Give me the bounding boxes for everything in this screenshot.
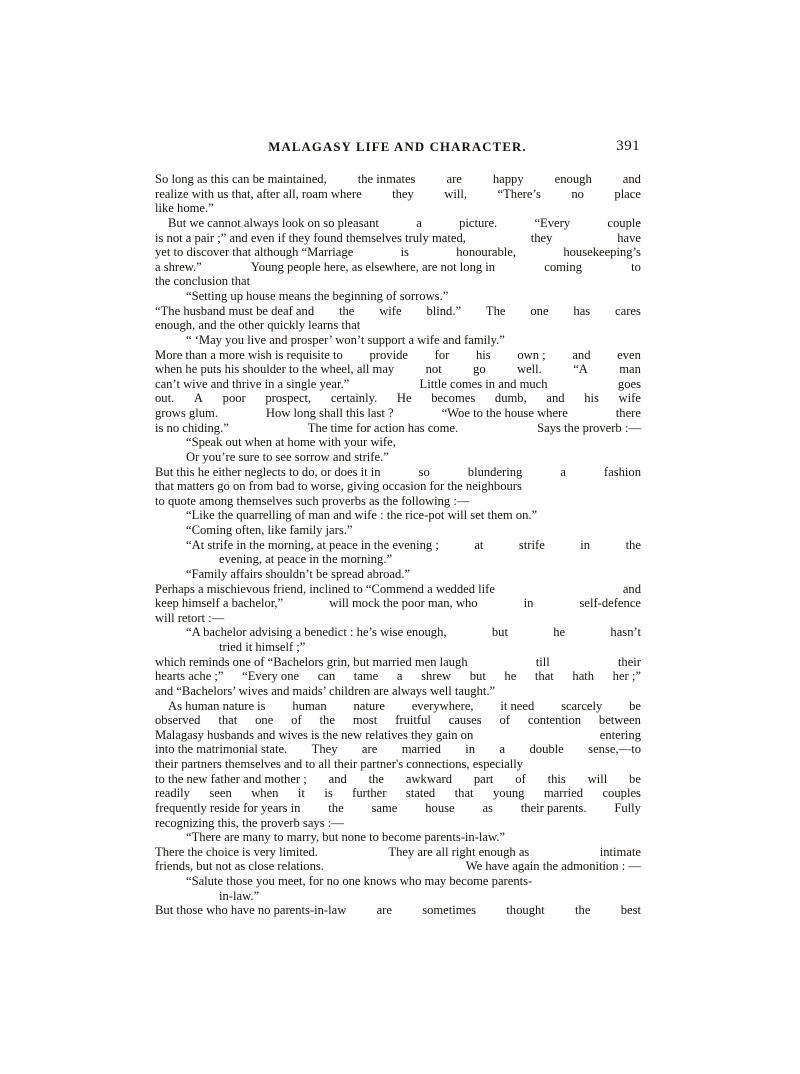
text-run: own ; bbox=[517, 347, 546, 362]
text-run: friends, but not as close relations. bbox=[155, 859, 324, 874]
text-run: well. bbox=[517, 362, 542, 377]
text-run: in bbox=[523, 596, 534, 611]
text-run: As human nature is bbox=[168, 698, 266, 713]
text-run: and bbox=[546, 391, 565, 406]
text-run: entering bbox=[599, 727, 641, 742]
text-line: will retort :— bbox=[155, 610, 225, 625]
text-run: married bbox=[401, 742, 441, 757]
text-line bbox=[155, 231, 641, 246]
text-run: They bbox=[311, 742, 338, 757]
text-run: He bbox=[396, 391, 412, 406]
text-run: it bbox=[297, 786, 305, 801]
text-run: married bbox=[543, 786, 584, 801]
text-line bbox=[155, 216, 641, 231]
text-line bbox=[155, 669, 641, 684]
text-run: double bbox=[529, 742, 564, 757]
text-run: are bbox=[376, 903, 392, 918]
text-run: a bbox=[416, 215, 422, 230]
text-run: so bbox=[418, 464, 430, 479]
text-run: till bbox=[535, 654, 550, 669]
body-text-block bbox=[155, 172, 641, 918]
text-run: wife bbox=[379, 303, 402, 318]
text-run: they bbox=[392, 186, 414, 201]
text-line: evening, at peace in the morning.” bbox=[219, 552, 393, 567]
text-run: a bbox=[560, 464, 566, 479]
text-run: housekeeping’s bbox=[563, 245, 641, 260]
text-run: into the matrimonial state. bbox=[155, 742, 288, 757]
text-run: But we cannot always look on so pleasant bbox=[168, 215, 379, 230]
text-run: the inmates bbox=[357, 172, 416, 186]
text-run: that bbox=[454, 786, 474, 801]
text-run: So long as this can be maintained, bbox=[155, 172, 327, 186]
text-line bbox=[155, 801, 641, 816]
text-run: has bbox=[573, 303, 591, 318]
text-run: have bbox=[617, 230, 641, 245]
text-run: the bbox=[319, 713, 335, 728]
text-run: is not a pair ;” and even if they found themselves truly mated, bbox=[155, 230, 466, 245]
text-run: he bbox=[504, 669, 517, 684]
text-run: seen bbox=[209, 786, 232, 801]
text-line bbox=[155, 406, 641, 421]
text-line: Or you’re sure to see sorrow and strife.” bbox=[186, 449, 389, 464]
text-run: The bbox=[485, 303, 506, 318]
text-run: best bbox=[620, 903, 641, 918]
text-run: the bbox=[575, 903, 591, 918]
text-run: Young people here, as elsewhere, are not long in bbox=[250, 259, 496, 274]
text-run: keep himself a bachelor,” bbox=[155, 596, 284, 611]
text-run: her ;” bbox=[612, 669, 641, 684]
text-line bbox=[155, 742, 641, 757]
text-run: human bbox=[292, 698, 327, 713]
text-run: and bbox=[622, 172, 641, 186]
text-run: the bbox=[328, 800, 344, 815]
text-run: “Every one bbox=[242, 669, 300, 684]
text-run: nature bbox=[353, 698, 385, 713]
text-run: go bbox=[473, 362, 486, 377]
text-run: no bbox=[571, 186, 584, 201]
text-run: as bbox=[482, 800, 493, 815]
text-line bbox=[155, 348, 641, 363]
text-line: “Like the quarrelling of man and wife : the rice-pot will set them on.” bbox=[186, 508, 538, 523]
text-run: but bbox=[491, 625, 508, 640]
text-run: one bbox=[255, 713, 274, 728]
text-run: “The husband must be deaf and bbox=[155, 303, 315, 318]
text-run: “Woe to the house where bbox=[441, 406, 568, 420]
text-line: “Setting up house means the beginning of sorrows.” bbox=[186, 289, 449, 303]
text-run: can bbox=[317, 669, 336, 684]
text-run: a bbox=[396, 669, 403, 684]
text-run: honourable, bbox=[456, 245, 517, 260]
text-run: sometimes bbox=[422, 903, 477, 918]
text-line bbox=[155, 903, 641, 918]
text-run: will mock the poor man, who bbox=[329, 596, 478, 611]
text-run: there bbox=[615, 406, 641, 420]
text-run: dumb, bbox=[494, 391, 527, 406]
text-run: be bbox=[629, 771, 641, 786]
text-line bbox=[155, 713, 641, 728]
text-run: man bbox=[619, 362, 641, 377]
text-run: for bbox=[434, 347, 450, 362]
text-run: in bbox=[580, 537, 591, 552]
text-run: Little comes in and much bbox=[419, 376, 548, 391]
text-run: the bbox=[368, 771, 385, 786]
text-run: grows glum. bbox=[155, 406, 218, 420]
text-run: readily bbox=[155, 786, 190, 801]
text-run: “A bachelor advising a benedict : he’s wise enough, bbox=[186, 625, 447, 640]
text-run: tame bbox=[353, 669, 379, 684]
text-line bbox=[155, 465, 641, 480]
text-run: to bbox=[631, 259, 641, 274]
text-line bbox=[155, 728, 641, 743]
text-line bbox=[155, 538, 641, 553]
text-run: frequently reside for years in bbox=[155, 800, 301, 815]
text-line bbox=[155, 699, 641, 714]
text-run: fashion bbox=[603, 464, 641, 479]
text-line bbox=[155, 391, 641, 406]
text-run: is no chiding.” bbox=[155, 420, 229, 435]
text-run: are bbox=[446, 172, 462, 186]
text-run: of bbox=[291, 713, 302, 728]
text-run: to the new father and mother ; bbox=[155, 771, 307, 786]
text-line bbox=[155, 304, 641, 319]
text-run: is bbox=[400, 245, 409, 260]
text-run: his bbox=[584, 391, 599, 406]
text-run: But this he either neglects to do, or does it in bbox=[155, 464, 381, 479]
text-run: Fully bbox=[614, 800, 641, 815]
text-line: recognizing this, the proverb says :— bbox=[155, 815, 344, 830]
text-run: of bbox=[499, 713, 510, 728]
text-line bbox=[155, 377, 641, 392]
text-run: contention bbox=[527, 713, 582, 728]
text-run: fruitful bbox=[395, 713, 431, 728]
text-run: young bbox=[492, 786, 525, 801]
text-run: thought bbox=[506, 903, 545, 918]
text-run: part bbox=[473, 771, 494, 786]
text-line bbox=[155, 596, 641, 611]
text-line bbox=[155, 786, 641, 801]
text-line: “Family affairs shouldn’t be spread abroad.” bbox=[186, 566, 411, 581]
text-run: the bbox=[338, 303, 355, 318]
text-run: “Every bbox=[534, 215, 571, 230]
text-run: that bbox=[218, 713, 238, 728]
text-run: a bbox=[499, 742, 506, 757]
text-run: couple bbox=[607, 215, 641, 230]
text-run: a shrew.” bbox=[155, 259, 202, 274]
text-line bbox=[155, 859, 641, 874]
text-run: which reminds one of “Bachelors grin, but married men laugh bbox=[155, 654, 468, 669]
text-run: There the choice is very limited. bbox=[155, 844, 318, 859]
text-run: and bbox=[622, 581, 641, 596]
text-run: observed bbox=[155, 713, 201, 728]
text-run: between bbox=[598, 713, 641, 728]
text-run: intimate bbox=[599, 844, 641, 859]
text-line: enough, and the other quickly learns that bbox=[155, 318, 361, 333]
text-run: it need bbox=[500, 698, 535, 713]
text-run: Perhaps a mischievous friend, inclined to “Commend a wedded life bbox=[155, 581, 495, 596]
text-run: be bbox=[629, 698, 641, 713]
text-line: “Coming often, like family jars.” bbox=[186, 523, 353, 537]
text-run: wife bbox=[618, 391, 641, 406]
text-run: their bbox=[617, 654, 641, 669]
text-run: sense,—to bbox=[588, 742, 641, 757]
text-line: their partners themselves and to all their partner's connections, especially bbox=[155, 757, 524, 771]
text-line: “ ‘May you live and prosper’ won’t support a wife and family.” bbox=[186, 332, 505, 347]
text-run: will, bbox=[444, 186, 468, 201]
text-run: awkward bbox=[405, 771, 453, 786]
text-line bbox=[155, 655, 641, 670]
text-run: self-defence bbox=[579, 596, 641, 611]
text-line: that matters go on from bad to worse, giving occasion for the neighbours bbox=[155, 479, 522, 494]
text-line: “Speak out when at home with your wife, bbox=[186, 435, 396, 450]
text-line bbox=[155, 845, 641, 860]
text-run: goes bbox=[617, 376, 641, 391]
text-run: causes bbox=[448, 713, 482, 728]
text-run: he bbox=[553, 625, 566, 640]
text-line: “Salute those you meet, for no one knows who may become parents- bbox=[186, 874, 533, 888]
text-run: realize with us that, after all, roam where bbox=[155, 186, 362, 201]
text-run: house bbox=[425, 800, 455, 815]
text-line bbox=[155, 625, 641, 640]
text-run: prospect, bbox=[265, 391, 312, 406]
text-run: their parents. bbox=[520, 800, 587, 815]
text-line: tried it himself ;” bbox=[219, 640, 306, 654]
text-run: Malagasy husbands and wives is the new relatives they gain on bbox=[155, 727, 474, 742]
text-run: this bbox=[547, 771, 566, 786]
text-run: at bbox=[474, 537, 484, 552]
text-run: everywhere, bbox=[411, 698, 474, 713]
text-run: A bbox=[193, 391, 203, 406]
text-run: are bbox=[361, 742, 378, 757]
text-run: picture. bbox=[459, 215, 498, 230]
text-run: even bbox=[617, 347, 641, 362]
text-run: shrew bbox=[421, 669, 452, 684]
text-run: scarcely bbox=[561, 698, 603, 713]
text-run: and bbox=[572, 347, 591, 362]
running-head bbox=[155, 140, 640, 160]
text-line: like home.” bbox=[155, 201, 214, 216]
text-run: but bbox=[469, 669, 486, 684]
text-run: is bbox=[324, 786, 333, 801]
text-run: “A bbox=[573, 362, 588, 377]
text-run: More than a more wish is requisite to bbox=[155, 347, 343, 362]
text-run: can’t wive and thrive in a single year.” bbox=[155, 376, 350, 391]
text-run: How long shall this last ? bbox=[265, 406, 394, 420]
text-run: “At strife in the morning, at peace in the evening ; bbox=[186, 537, 439, 552]
text-run: further bbox=[352, 786, 387, 801]
text-run: same bbox=[371, 800, 398, 815]
text-line bbox=[155, 172, 641, 187]
text-run: not bbox=[425, 362, 442, 377]
text-line bbox=[155, 187, 641, 202]
text-run: becomes bbox=[431, 391, 476, 406]
text-run: hearts ache ;” bbox=[155, 669, 224, 684]
text-run: But those who have no parents-in-law bbox=[155, 903, 347, 918]
text-run: blundering bbox=[467, 464, 523, 479]
text-run: that bbox=[534, 669, 554, 684]
text-line: to quote among themselves such proverbs as the following :— bbox=[155, 493, 470, 508]
text-line: in-law.” bbox=[219, 888, 260, 903]
text-run: happy bbox=[492, 172, 524, 186]
text-run: of bbox=[515, 771, 526, 786]
text-line bbox=[155, 421, 641, 436]
text-run: hath bbox=[572, 669, 595, 684]
text-run: strife bbox=[518, 537, 545, 552]
text-line: the conclusion that bbox=[155, 274, 251, 289]
text-run: They are all right enough as bbox=[388, 844, 530, 859]
text-run: most bbox=[352, 713, 378, 728]
text-run: place bbox=[614, 186, 641, 201]
text-run: enough bbox=[554, 172, 592, 186]
text-line bbox=[155, 772, 641, 787]
text-run: the bbox=[625, 537, 641, 552]
text-run: stated bbox=[405, 786, 436, 801]
text-line bbox=[155, 245, 641, 260]
text-run: yet to discover that although “Marriage bbox=[155, 245, 354, 260]
text-run: coming bbox=[544, 259, 583, 274]
text-run: We have again the admonition : — bbox=[465, 859, 641, 874]
text-run: certainly. bbox=[330, 391, 378, 406]
text-run: when bbox=[251, 786, 279, 801]
text-run: blind.” bbox=[426, 303, 462, 318]
text-run: cares bbox=[615, 303, 641, 318]
text-run: The time for action has come. bbox=[307, 420, 459, 435]
text-run: “There’s bbox=[497, 186, 541, 201]
text-run: Says the proverb :— bbox=[537, 420, 641, 435]
text-run: one bbox=[530, 303, 549, 318]
page-number: 391 bbox=[616, 138, 640, 154]
text-run: and bbox=[328, 771, 347, 786]
text-run: in bbox=[465, 742, 476, 757]
text-run: his bbox=[475, 347, 491, 362]
text-run: provide bbox=[369, 347, 408, 362]
text-line: and “Bachelors’ wives and maids’ children are always well taught.” bbox=[155, 683, 496, 698]
text-line bbox=[155, 260, 641, 275]
text-line: “There are many to marry, but none to become parents-in-law.” bbox=[186, 830, 506, 845]
running-head-title: MALAGASY LIFE AND CHARACTER. bbox=[268, 140, 527, 154]
text-line bbox=[155, 582, 641, 597]
text-run: couples bbox=[602, 786, 641, 801]
text-run: when he puts his shoulder to the wheel, all may bbox=[155, 362, 395, 377]
text-run: poor bbox=[222, 391, 246, 406]
text-run: out. bbox=[155, 391, 175, 406]
text-run: will bbox=[587, 771, 608, 786]
text-line bbox=[155, 362, 641, 377]
text-run: hasn’t bbox=[610, 625, 641, 640]
text-run: they bbox=[530, 230, 553, 245]
